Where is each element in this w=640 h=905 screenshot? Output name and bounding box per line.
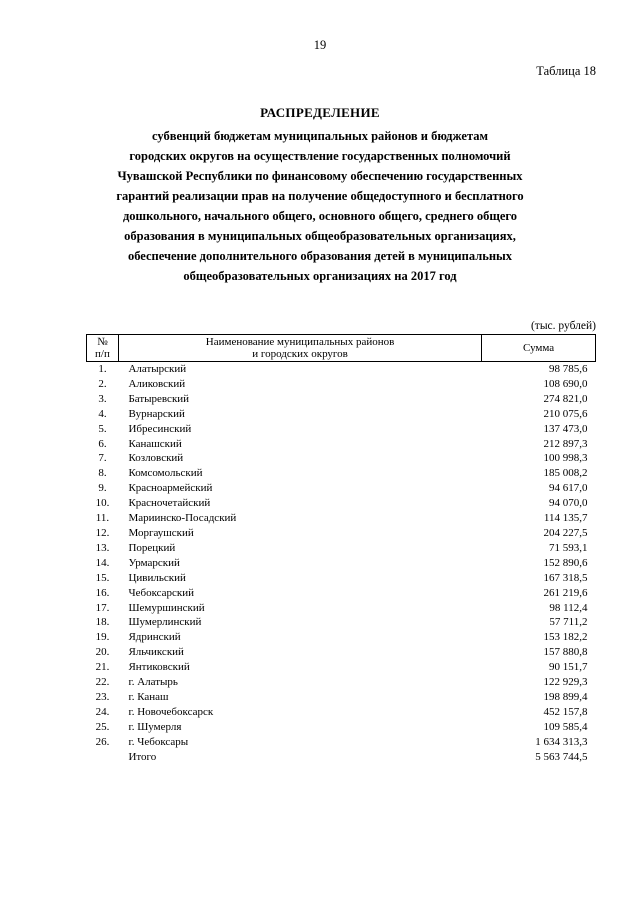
row-number: 25. bbox=[95, 720, 110, 733]
row-name: Порецкий bbox=[128, 541, 176, 554]
row-sum: 57 711,2 bbox=[549, 616, 588, 629]
total-label: Итого bbox=[128, 750, 157, 763]
table-row bbox=[87, 615, 596, 630]
row-sum: 114 135,7 bbox=[543, 512, 588, 525]
subtitle-line: городских округов на осуществление государственных полномочий bbox=[129, 149, 511, 163]
row-name: Шумерлинский bbox=[128, 616, 202, 629]
row-name: Ибресинский bbox=[128, 422, 192, 435]
table-row bbox=[87, 437, 596, 452]
row-number: 7. bbox=[98, 452, 107, 465]
table-row bbox=[87, 630, 596, 645]
table-row bbox=[87, 556, 596, 571]
row-number: 2. bbox=[98, 377, 107, 390]
row-name: Янтиковский bbox=[128, 661, 190, 674]
row-number: 22. bbox=[95, 676, 110, 689]
row-name: Канашский bbox=[128, 437, 182, 450]
header-number bbox=[87, 335, 119, 362]
table-label: Таблица 18 bbox=[536, 64, 596, 78]
row-sum: 94 617,0 bbox=[549, 482, 588, 495]
row-sum: 198 899,4 bbox=[543, 690, 588, 703]
table-row bbox=[87, 466, 596, 481]
row-sum: 261 219,6 bbox=[543, 586, 588, 599]
row-number: 11. bbox=[95, 512, 110, 525]
row-sum: 274 821,0 bbox=[543, 392, 588, 405]
table-row bbox=[87, 601, 596, 616]
row-sum: 152 890,6 bbox=[543, 556, 588, 569]
total-number bbox=[87, 750, 119, 765]
table-row bbox=[87, 422, 596, 437]
row-sum: 153 182,2 bbox=[543, 631, 588, 644]
row-number: 8. bbox=[98, 467, 107, 480]
header-name-line2: и городских округов bbox=[252, 348, 348, 360]
table-row bbox=[87, 407, 596, 422]
row-name: Красноармейский bbox=[128, 482, 213, 495]
row-number: 6. bbox=[98, 437, 107, 450]
row-sum: 452 157,8 bbox=[543, 705, 588, 718]
row-name: Урмарский bbox=[128, 556, 180, 569]
row-sum: 157 880,8 bbox=[543, 646, 588, 659]
header-name bbox=[118, 335, 481, 362]
header-number-line2: п/п bbox=[95, 348, 110, 360]
row-sum: 71 593,1 bbox=[549, 541, 588, 554]
subtitle-line: дошкольного, начального общего, основного общего, среднего общего bbox=[122, 209, 518, 223]
row-sum: 137 473,0 bbox=[543, 422, 588, 435]
row-name: Козловский bbox=[128, 452, 184, 465]
table-row bbox=[87, 571, 596, 586]
total-sum: 5 563 744,5 bbox=[535, 750, 588, 763]
row-sum: 109 585,4 bbox=[543, 720, 588, 733]
header-sum: Сумма bbox=[482, 335, 596, 362]
table-row bbox=[87, 362, 596, 377]
subtitle-line: субвенций бюджетам муниципальных районов и бюджетам bbox=[152, 129, 488, 143]
row-name: Батыревский bbox=[128, 392, 190, 405]
row-name: Яльчикский bbox=[128, 646, 184, 659]
row-number: 14. bbox=[95, 556, 110, 569]
row-name: г. Канаш bbox=[128, 690, 169, 703]
row-number: 21. bbox=[95, 661, 110, 674]
subvention-table bbox=[86, 334, 596, 764]
document-subtitle bbox=[70, 126, 570, 286]
row-sum: 100 998,3 bbox=[543, 452, 588, 465]
row-sum: 212 897,3 bbox=[543, 437, 588, 450]
row-number: 26. bbox=[95, 735, 110, 748]
subtitle-line: общеобразовательных организациях на 2017 год bbox=[183, 269, 457, 283]
row-number: 20. bbox=[95, 646, 110, 659]
row-sum: 98 112,4 bbox=[549, 601, 588, 614]
row-number: 18. bbox=[95, 616, 110, 629]
table-row bbox=[87, 481, 596, 496]
row-name: г. Алатырь bbox=[128, 676, 178, 689]
row-sum: 204 227,5 bbox=[543, 526, 588, 539]
table-row bbox=[87, 526, 596, 541]
row-name: Аликовский bbox=[128, 377, 186, 390]
row-sum: 210 075,6 bbox=[543, 407, 588, 420]
table-row bbox=[87, 377, 596, 392]
document-title: РАСПРЕДЕЛЕНИЕ bbox=[260, 105, 380, 120]
table-row bbox=[87, 660, 596, 675]
row-number: 3. bbox=[98, 392, 107, 405]
row-name: Мариинско-Посадский bbox=[128, 512, 237, 525]
row-name: Вурнарский bbox=[128, 407, 185, 420]
table-row bbox=[87, 675, 596, 690]
row-name: г. Шумерля bbox=[128, 720, 182, 733]
row-sum: 90 151,7 bbox=[549, 661, 588, 674]
page-number: 19 bbox=[313, 38, 327, 52]
row-name: Комсомольский bbox=[128, 467, 203, 480]
header-name-line1: Наименование муниципальных районов bbox=[205, 336, 395, 348]
row-name: Красночетайский bbox=[128, 497, 211, 510]
row-number: 4. bbox=[98, 407, 107, 420]
units-label: (тыс. рублей) bbox=[530, 320, 596, 332]
row-name: Цивильский bbox=[128, 571, 186, 584]
row-name: Ядринский bbox=[128, 631, 181, 644]
row-number: 12. bbox=[95, 526, 110, 539]
row-number: 10. bbox=[95, 497, 110, 510]
row-sum: 108 690,0 bbox=[543, 377, 588, 390]
table-row bbox=[87, 511, 596, 526]
subtitle-line: Чувашской Республики по финансовому обеспечению государственных bbox=[117, 169, 523, 183]
row-sum: 94 070,0 bbox=[549, 497, 588, 510]
row-number: 13. bbox=[95, 541, 110, 554]
row-number: 17. bbox=[95, 601, 110, 614]
total-row bbox=[87, 750, 596, 765]
row-name: г. Новочебоксарск bbox=[128, 705, 214, 718]
table-row bbox=[87, 451, 596, 466]
subtitle-line: гарантий реализации прав на получение общедоступного и бесплатного bbox=[116, 189, 524, 203]
row-number: 9. bbox=[98, 482, 107, 495]
table-row bbox=[87, 645, 596, 660]
table-row bbox=[87, 586, 596, 601]
table-body bbox=[87, 362, 596, 765]
row-sum: 122 929,3 bbox=[543, 676, 588, 689]
row-number: 5. bbox=[98, 422, 107, 435]
row-name: г. Чебоксары bbox=[128, 735, 189, 748]
row-name: Алатырский bbox=[128, 363, 187, 375]
row-number: 23. bbox=[95, 690, 110, 703]
table-row bbox=[87, 541, 596, 556]
table-row bbox=[87, 735, 596, 750]
table-header-row bbox=[87, 335, 596, 362]
row-sum: 185 008,2 bbox=[543, 467, 588, 480]
row-number: 19. bbox=[95, 631, 110, 644]
row-sum: 1 634 313,3 bbox=[535, 735, 588, 748]
title-block bbox=[70, 104, 570, 286]
header-number-line1: № bbox=[97, 336, 108, 348]
table-row bbox=[87, 690, 596, 705]
row-name: Моргаушский bbox=[128, 526, 194, 539]
row-number: 24. bbox=[95, 705, 110, 718]
table-row bbox=[87, 496, 596, 511]
row-number: 16. bbox=[95, 586, 110, 599]
row-number: 15. bbox=[95, 571, 110, 584]
row-number: 1. bbox=[98, 363, 107, 375]
table-row bbox=[87, 392, 596, 407]
row-name: Шемуршинский bbox=[128, 601, 205, 614]
subtitle-line: обеспечение дополнительного образования детей в муниципальных bbox=[127, 249, 513, 263]
subtitle-line: образования в муниципальных общеобразовательных организациях, bbox=[124, 229, 516, 243]
row-name: Чебоксарский bbox=[128, 586, 195, 599]
row-sum: 98 785,6 bbox=[549, 363, 588, 375]
table-row bbox=[87, 720, 596, 735]
table-row bbox=[87, 705, 596, 720]
row-sum: 167 318,5 bbox=[543, 571, 588, 584]
